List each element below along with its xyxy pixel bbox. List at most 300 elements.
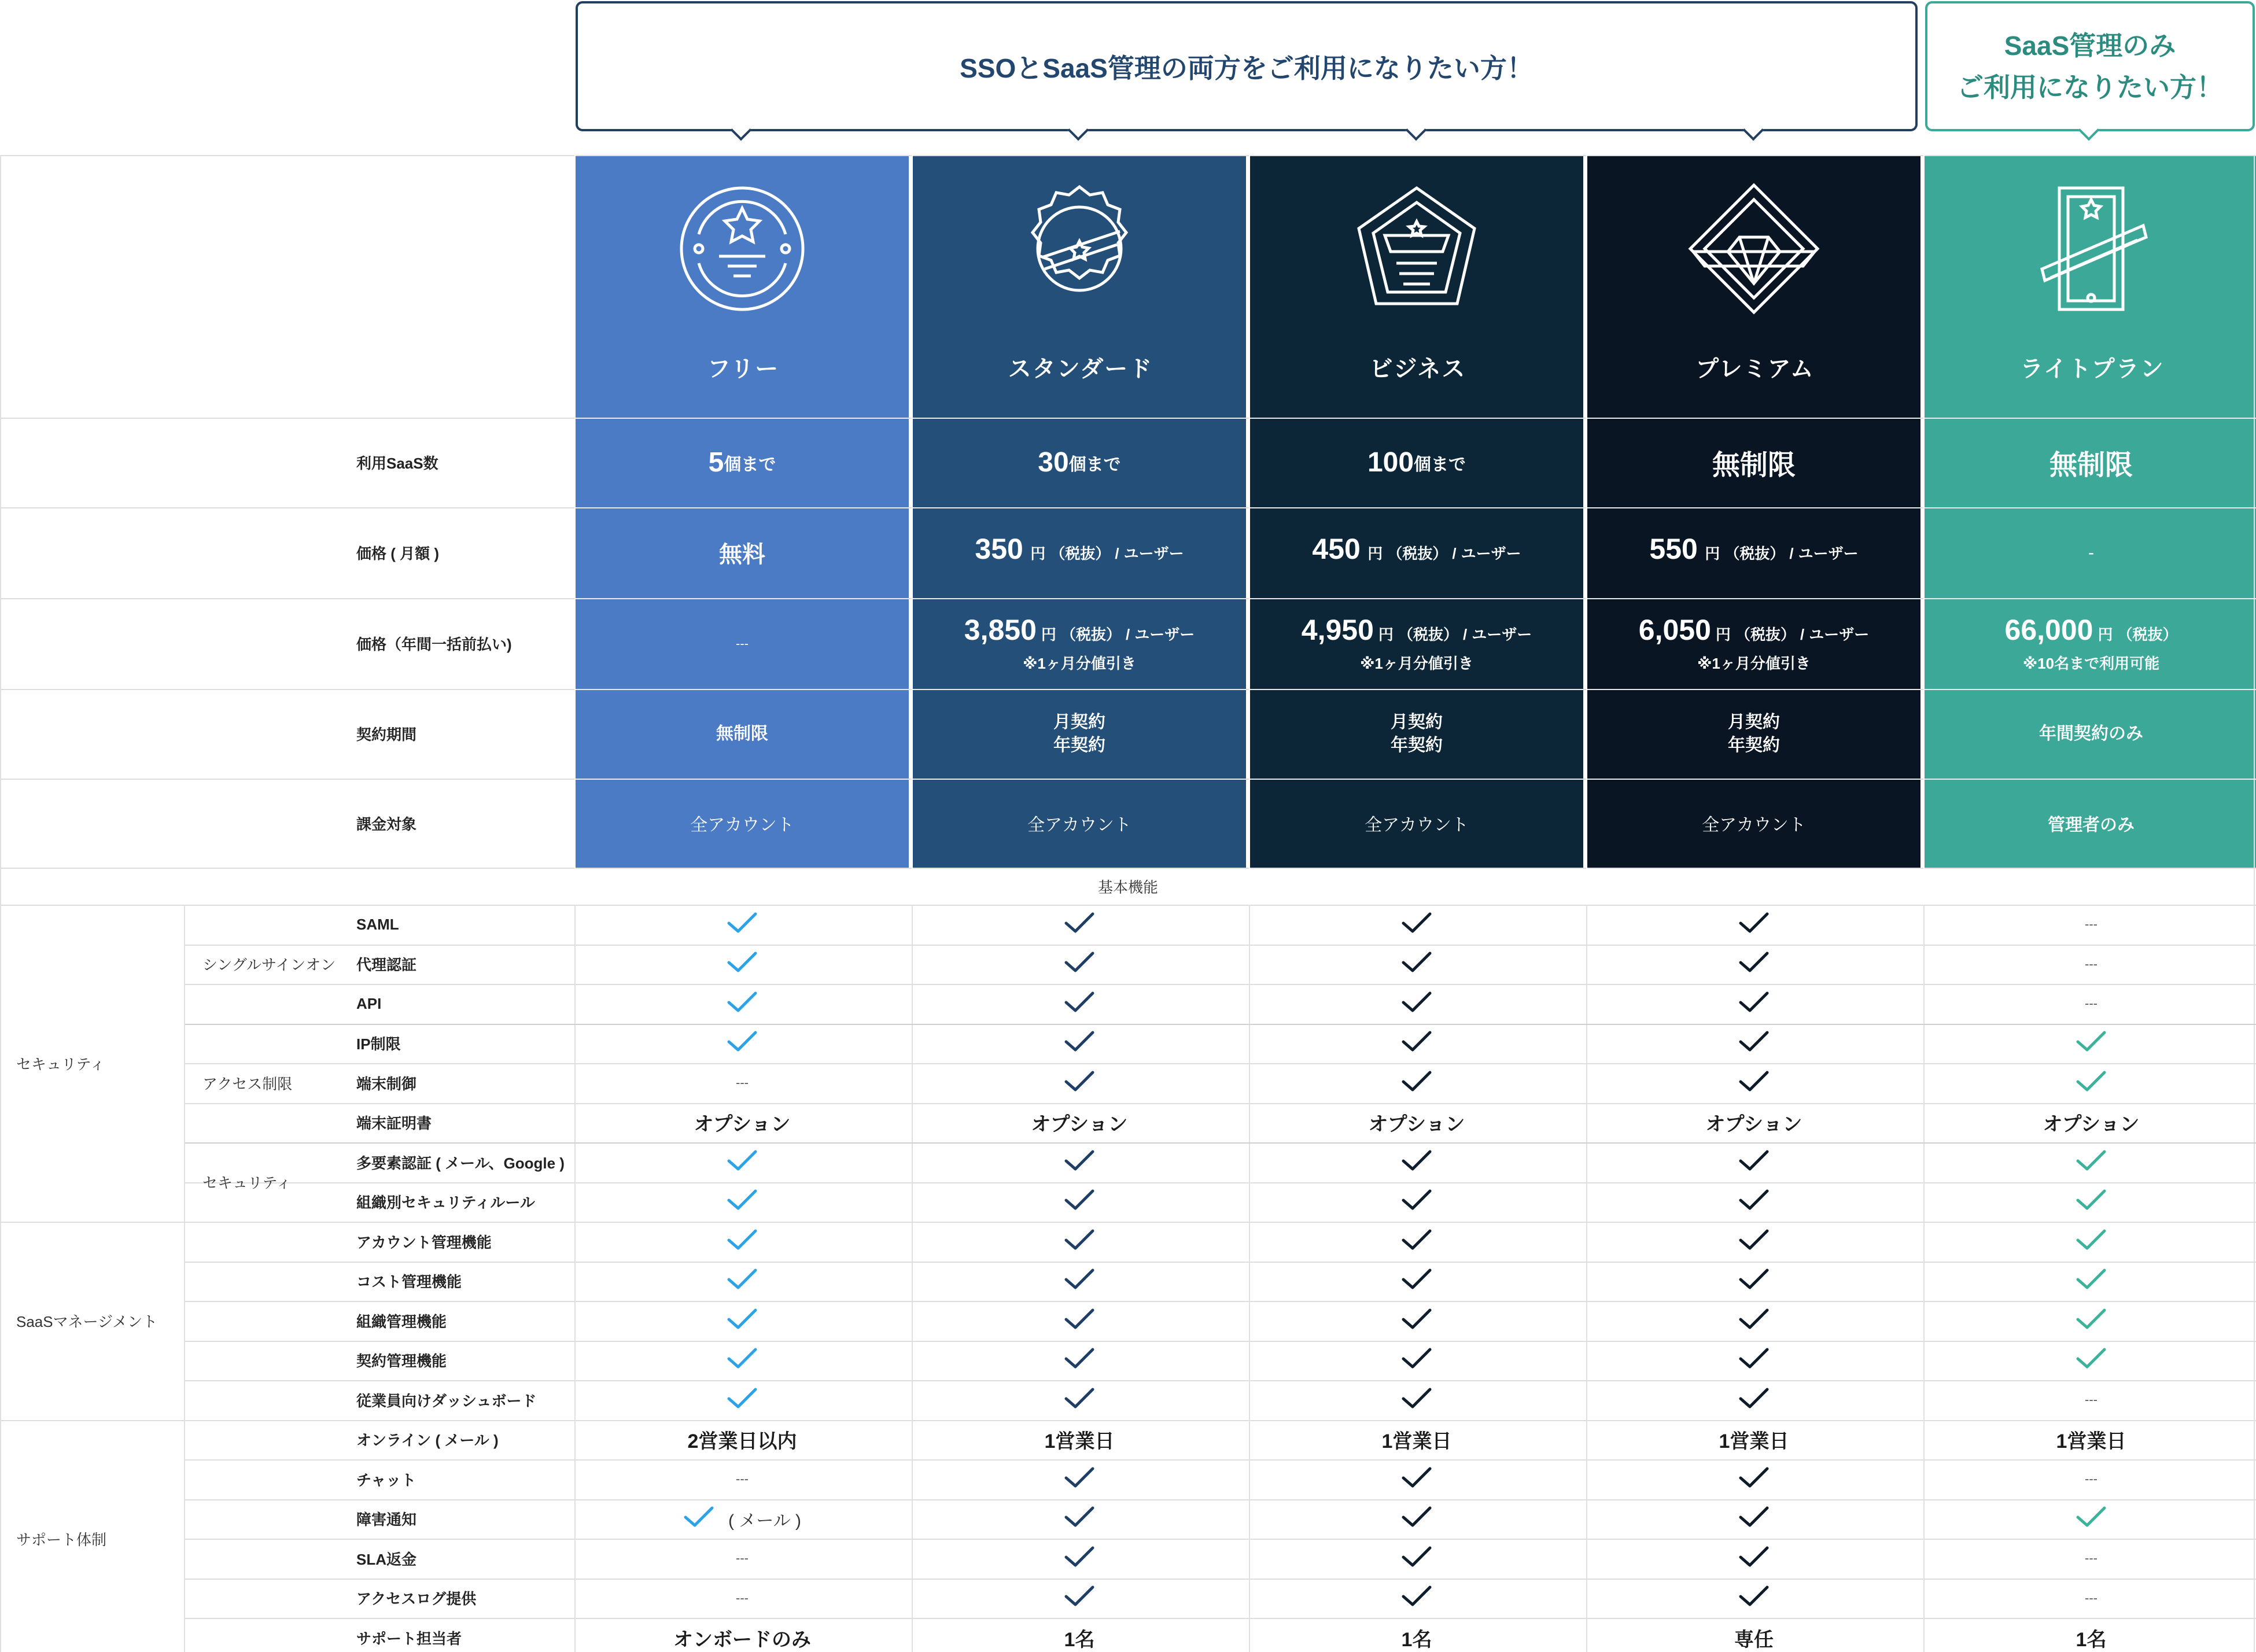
price-unit: （税抜） — [1387, 545, 1448, 562]
check-icon — [1401, 1347, 1432, 1373]
not-available: --- — [2085, 1590, 2098, 1605]
price-unit: ユーザー — [1472, 626, 1532, 643]
check-icon — [1738, 1466, 1770, 1492]
check-icon — [683, 1506, 714, 1532]
feature-cell — [1587, 1142, 1920, 1182]
billing-target-value: 全アカウント — [1027, 816, 1131, 835]
feature-cell — [1250, 1618, 1583, 1652]
plan-name: ビジネス — [1369, 356, 1466, 382]
saas-count-unit: 個まで — [1068, 455, 1121, 474]
check-icon — [1401, 1585, 1432, 1611]
feature-cell — [1587, 1341, 1920, 1381]
annual-price-group — [1639, 614, 1869, 673]
check-icon — [1401, 1268, 1432, 1294]
feature-label: アクセスログ提供 — [356, 1590, 477, 1608]
feature-cell — [1250, 1459, 1583, 1499]
check-icon — [1401, 1070, 1432, 1096]
check-icon — [2076, 1070, 2107, 1096]
feature-cell — [1250, 1024, 1583, 1064]
subcategory-sec: セキュリティ — [202, 1174, 292, 1192]
billing-target-value: 全アカウント — [690, 816, 794, 835]
feature-value: 2営業日以内 — [687, 1430, 797, 1453]
check-icon — [727, 1149, 758, 1175]
monthly-price-value: 無料 — [719, 542, 765, 567]
feature-value: 1名 — [1401, 1628, 1432, 1651]
check-icon — [1738, 1347, 1770, 1373]
feature-cell — [1925, 1222, 2256, 1262]
check-icon — [1401, 1149, 1432, 1175]
check-icon — [727, 951, 758, 977]
feature-cell — [913, 945, 1246, 984]
feature-cell — [913, 1182, 1246, 1222]
feature-cell — [576, 905, 909, 945]
check-icon — [2076, 1347, 2107, 1373]
feature-cell — [913, 1142, 1246, 1182]
check-icon — [1064, 1387, 1095, 1413]
feature-cell — [576, 1341, 909, 1381]
price-unit: 円 — [1715, 626, 1731, 643]
price-unit: （税抜） — [1735, 626, 1796, 643]
feature-cell — [1250, 905, 1583, 945]
row-label-billing: 課金対象 — [356, 815, 417, 833]
contract-term-group — [1728, 711, 1780, 757]
feature-cell — [1925, 1579, 2256, 1618]
price-unit: / — [1115, 545, 1119, 562]
billing-target — [1925, 779, 2256, 868]
feature-cell — [576, 1063, 909, 1103]
not-available: --- — [736, 1075, 749, 1090]
feature-cell — [1587, 1182, 1920, 1222]
saas-count-value: 100 — [1367, 447, 1414, 478]
feature-label: チャット — [356, 1471, 416, 1489]
feature-cell — [576, 1380, 909, 1420]
check-icon — [1064, 1308, 1095, 1334]
feature-cell — [1587, 1618, 1920, 1652]
price-unit: / — [1462, 626, 1468, 643]
price-unit: （税抜） — [1398, 626, 1458, 643]
category-column-divider — [184, 905, 185, 1652]
feature-value: オプション — [1705, 1113, 1802, 1136]
check-icon — [1738, 1387, 1770, 1413]
feature-cell — [1250, 1103, 1583, 1143]
price-unit: / — [1125, 626, 1130, 643]
billing-target-value: 管理者のみ — [2048, 816, 2135, 835]
monthly-price-group — [1312, 533, 1521, 573]
price-unit: ユーザー — [1461, 545, 1521, 562]
price-unit: （税抜） — [1050, 545, 1111, 562]
notify-note: ( メール ) — [728, 1511, 802, 1531]
annual-price-group — [1302, 614, 1532, 673]
price-unit: 円 — [1705, 545, 1720, 562]
feature-cell — [1925, 1024, 2256, 1064]
check-icon — [1401, 1189, 1432, 1215]
check-icon — [2076, 1149, 2107, 1175]
feature-cell — [576, 1459, 909, 1499]
check-icon — [1401, 1506, 1432, 1532]
price-number: 6,050 — [1638, 614, 1711, 646]
feature-cell — [1250, 1499, 1583, 1539]
contract-term — [1925, 689, 2256, 779]
check-icon — [1738, 1308, 1770, 1334]
check-icon — [1738, 912, 1770, 938]
feature-cell — [1587, 1380, 1920, 1420]
check-icon — [1401, 1546, 1432, 1572]
check-icon — [1064, 951, 1095, 977]
feature-cell — [576, 1142, 909, 1182]
check-icon — [1064, 912, 1095, 938]
feature-cell — [1250, 984, 1583, 1024]
price-unit: 円 — [1378, 626, 1394, 643]
feature-cell — [1587, 1539, 1920, 1579]
monthly-price — [576, 507, 909, 598]
not-available: --- — [2085, 1472, 2098, 1487]
feature-cell — [1925, 1341, 2256, 1381]
price-unit: 円 — [1367, 545, 1383, 562]
feature-value: 1名 — [1064, 1628, 1095, 1651]
price-unit: / — [1789, 545, 1794, 562]
feature-label: SLA返金 — [356, 1550, 417, 1568]
feature-cell — [576, 1024, 909, 1064]
feature-cell — [576, 1539, 909, 1579]
feature-value: 1営業日 — [1044, 1430, 1115, 1453]
row-label-term: 契約期間 — [356, 726, 417, 743]
check-icon — [1401, 1030, 1432, 1056]
check-icon — [1401, 1229, 1432, 1255]
contract-term — [576, 689, 909, 779]
billing-target — [913, 779, 1246, 868]
feature-cell — [1925, 945, 2256, 984]
feature-label: コスト管理機能 — [356, 1273, 462, 1291]
feature-cell — [1250, 1262, 1583, 1301]
section-title: 基本機能 — [1097, 878, 1158, 896]
feature-label: IP制限 — [356, 1035, 401, 1053]
feature-value: 1営業日 — [2056, 1430, 2126, 1453]
feature-cell — [1587, 1024, 1920, 1064]
feature-cell — [1925, 1063, 2256, 1103]
feature-cell — [1925, 1380, 2256, 1420]
feature-cell — [1587, 1459, 1920, 1499]
feature-cell — [1587, 1262, 1920, 1301]
category-support: サポート体制 — [16, 1531, 107, 1548]
not-available: --- — [2085, 1392, 2098, 1407]
row-label-annual: 価格（年間一括前払い) — [356, 636, 512, 653]
check-icon — [1738, 1268, 1770, 1294]
contract-term-annual: 年契約 — [1391, 735, 1443, 755]
annual-price — [1587, 598, 1920, 689]
feature-cell — [913, 1420, 1246, 1460]
check-icon — [1738, 1030, 1770, 1056]
feature-label: アカウント管理機能 — [356, 1233, 492, 1251]
feature-cell — [1587, 1063, 1920, 1103]
feature-cell — [1250, 1222, 1583, 1262]
feature-label: サポート担当者 — [356, 1629, 462, 1647]
price-unit: ユーザー — [1809, 626, 1870, 643]
check-icon — [2076, 1268, 2107, 1294]
check-icon — [727, 1387, 758, 1413]
feature-label: 従業員向けダッシュボード — [356, 1392, 537, 1410]
lite-badge-icon — [2025, 182, 2158, 315]
feature-cell — [913, 1063, 1246, 1103]
check-icon — [727, 1308, 758, 1334]
not-available: --- — [736, 1472, 749, 1487]
annual-price-group — [2005, 614, 2178, 673]
row-divider — [0, 155, 2256, 156]
check-icon — [1064, 1585, 1095, 1611]
category-saas_mgmt: SaaSマネージメント — [16, 1312, 158, 1330]
contract-term-value: 無制限 — [716, 724, 768, 743]
saas-count — [576, 418, 909, 507]
price-unit: （税抜） — [1060, 626, 1121, 643]
check-icon — [727, 1347, 758, 1373]
feature-label: 代理認証 — [356, 956, 417, 974]
check-icon — [2076, 1030, 2107, 1056]
check-icon — [1064, 1546, 1095, 1572]
feature-value: 1営業日 — [1381, 1430, 1452, 1453]
check-icon — [1064, 991, 1095, 1017]
check-icon — [1738, 951, 1770, 977]
feature-cell — [576, 1182, 909, 1222]
feature-cell — [1925, 1103, 2256, 1143]
price-number: 450 — [1312, 533, 1361, 565]
feature-cell — [1250, 1420, 1583, 1460]
feature-cell — [1587, 1499, 1920, 1539]
row-label-saas: 利用SaaS数 — [356, 455, 438, 472]
plan-name: フリー — [707, 356, 780, 382]
feature-cell — [1587, 1222, 1920, 1262]
feature-cell — [1587, 1103, 1920, 1143]
contract-term-value: 年間契約のみ — [2039, 724, 2143, 743]
contract-term-annual: 年契約 — [1053, 735, 1105, 755]
callout-sso-saas: SSOとSaaS管理の両方をご利用になりたい方！ — [576, 1, 1918, 131]
feature-cell — [913, 984, 1246, 1024]
plan-name: プレミアム — [1695, 356, 1815, 382]
check-icon — [1064, 1347, 1095, 1373]
price-number: 350 — [975, 533, 1023, 565]
feature-label: 組織管理機能 — [356, 1312, 447, 1330]
check-icon — [1401, 912, 1432, 938]
feature-cell — [1925, 1142, 2256, 1182]
saas-count-value: 5 — [708, 447, 724, 478]
billing-target — [1250, 779, 1583, 868]
not-available: --- — [2085, 996, 2098, 1011]
feature-cell — [913, 1024, 1246, 1064]
contract-term-monthly: 月契約 — [1391, 712, 1443, 732]
feature-cell — [576, 1579, 909, 1618]
feature-cell — [576, 1618, 909, 1652]
monthly-price — [913, 507, 1246, 598]
feature-cell — [913, 1618, 1246, 1652]
saas-count-value: 無制限 — [2049, 450, 2133, 481]
feature-label: API — [356, 994, 382, 1012]
annual-note: ※1ヶ月分値引き — [1697, 655, 1811, 672]
feature-cell — [1250, 945, 1583, 984]
check-icon — [1401, 1466, 1432, 1492]
price-unit: 円 — [2098, 626, 2113, 643]
price-unit: 円 — [1030, 545, 1046, 562]
feature-cell — [913, 905, 1246, 945]
feature-cell — [1587, 1420, 1920, 1460]
feature-cell — [1250, 1142, 1583, 1182]
feature-cell — [576, 1262, 909, 1301]
feature-value: オプション — [1368, 1113, 1465, 1136]
price-number: 4,950 — [1301, 614, 1374, 646]
price-number: 3,850 — [964, 614, 1037, 646]
annual-note: ※10名まで利用可能 — [2022, 655, 2160, 672]
feature-cell — [1587, 1579, 1920, 1618]
contract-term-group — [1053, 711, 1105, 757]
saas-count — [1925, 418, 2256, 507]
feature-label: 多要素認証 ( メール、Google ) — [356, 1154, 565, 1172]
check-icon — [2076, 1506, 2107, 1532]
price-unit: ユーザー — [1134, 626, 1195, 643]
feature-label: 障害通知 — [356, 1511, 417, 1529]
check-icon — [1064, 1229, 1095, 1255]
not-available: --- — [2085, 956, 2098, 971]
free-badge-icon — [676, 182, 809, 315]
feature-cell — [913, 1262, 1246, 1301]
monthly-price-value: - — [2088, 543, 2094, 562]
feature-value: 専任 — [1734, 1628, 1774, 1651]
contract-term-monthly: 月契約 — [1728, 712, 1780, 732]
feature-cell — [1925, 1618, 2256, 1652]
feature-label: 端末証明書 — [356, 1115, 432, 1133]
price-unit: （税抜） — [1724, 545, 1785, 562]
billing-target-value: 全アカウント — [1702, 816, 1806, 835]
check-icon — [727, 912, 758, 938]
check-icon — [1064, 1189, 1095, 1215]
annual-price — [913, 598, 1246, 689]
price-number: 550 — [1649, 533, 1698, 565]
annual-price — [576, 598, 909, 689]
feature-cell — [1925, 1182, 2256, 1222]
feature-cell — [913, 1499, 1246, 1539]
feature-cell — [1250, 1539, 1583, 1579]
not-available: --- — [736, 1590, 749, 1605]
feature-cell — [1587, 905, 1920, 945]
feature-label: 契約管理機能 — [356, 1352, 447, 1370]
plan-name: ライトプラン — [2020, 356, 2165, 382]
contract-term-monthly: 月契約 — [1053, 712, 1105, 732]
check-icon — [1738, 991, 1770, 1017]
feature-cell — [913, 1103, 1246, 1143]
check-icon — [727, 1030, 758, 1056]
check-icon — [1738, 1546, 1770, 1572]
check-icon — [1064, 1466, 1095, 1492]
feature-cell — [913, 1539, 1246, 1579]
check-icon — [2076, 1308, 2107, 1334]
feature-value: 1名 — [2076, 1628, 2107, 1651]
contract-term — [913, 689, 1246, 779]
contract-term — [1587, 689, 1920, 779]
feature-cell — [1587, 1301, 1920, 1341]
monthly-price-group — [1649, 533, 1858, 573]
feature-cell — [1925, 1301, 2256, 1341]
check-icon — [1064, 1268, 1095, 1294]
feature-cell — [576, 1301, 909, 1341]
billing-target-value: 全アカウント — [1365, 816, 1469, 835]
standard-badge-icon — [1013, 182, 1146, 315]
plan-name: スタンダード — [1008, 356, 1153, 382]
feature-cell — [1250, 1380, 1583, 1420]
feature-cell — [576, 1222, 909, 1262]
monthly-price — [1587, 507, 1920, 598]
check-icon — [1738, 1189, 1770, 1215]
check-icon — [1738, 1585, 1770, 1611]
row-label-monthly: 価格 ( 月額 ) — [356, 545, 439, 562]
category-security: セキュリティ — [16, 1055, 105, 1073]
feature-cell — [1587, 945, 1920, 984]
feature-cell — [1250, 1579, 1583, 1618]
feature-value: オンボードのみ — [673, 1628, 811, 1651]
feature-cell — [576, 1499, 909, 1539]
saas-count-value: 無制限 — [1712, 450, 1796, 481]
feature-cell — [1925, 1262, 2256, 1301]
annual-price-group — [964, 614, 1195, 673]
feature-label: SAML — [356, 915, 399, 933]
check-icon — [2076, 1189, 2107, 1215]
feature-cell — [1250, 1063, 1583, 1103]
price-unit: （税抜） — [2117, 626, 2178, 643]
check-icon — [727, 991, 758, 1017]
feature-label: オンライン ( メール ) — [356, 1432, 499, 1450]
price-unit: 円 — [1041, 626, 1056, 643]
feature-cell — [1250, 1341, 1583, 1381]
contract-term-annual: 年契約 — [1728, 735, 1780, 755]
feature-cell — [1587, 984, 1920, 1024]
check-icon — [1401, 1308, 1432, 1334]
check-icon — [1401, 951, 1432, 977]
feature-value: オプション — [694, 1113, 791, 1136]
feature-label: 端末制御 — [356, 1075, 417, 1093]
not-available: --- — [2085, 1551, 2098, 1566]
feature-cell — [913, 1301, 1246, 1341]
annual-price-value: --- — [736, 636, 749, 651]
saas-count-unit: 個まで — [724, 455, 776, 474]
check-icon — [2076, 1229, 2107, 1255]
check-icon — [1064, 1070, 1095, 1096]
subcategory-sso: シングルサインオン — [202, 956, 336, 974]
feature-cell — [913, 1459, 1246, 1499]
billing-target — [576, 779, 909, 868]
monthly-price — [1250, 507, 1583, 598]
feature-cell — [1925, 1459, 2256, 1499]
feature-cell — [1925, 1420, 2256, 1460]
feature-cell — [1925, 1539, 2256, 1579]
feature-cell — [913, 1579, 1246, 1618]
check-icon — [1738, 1070, 1770, 1096]
check-icon — [1401, 1387, 1432, 1413]
premium-badge-icon — [1687, 182, 1820, 315]
check-icon — [1738, 1229, 1770, 1255]
annual-note: ※1ヶ月分値引き — [1023, 655, 1136, 672]
feature-cell — [1250, 1182, 1583, 1222]
feature-cell — [913, 1380, 1246, 1420]
price-unit: ユーザー — [1123, 545, 1184, 562]
not-available: --- — [2085, 917, 2098, 932]
callout-saas-only: SaaS管理のみ ご利用になりたい方！ — [1925, 1, 2255, 131]
saas-count-unit: 個まで — [1414, 455, 1466, 474]
business-badge-icon — [1350, 182, 1483, 315]
price-unit: / — [1800, 626, 1805, 643]
billing-target — [1587, 779, 1920, 868]
price-unit: ユーザー — [1798, 545, 1859, 562]
contract-term — [1250, 689, 1583, 779]
annual-price — [1925, 598, 2256, 689]
contract-term-group — [1391, 711, 1443, 757]
check-icon — [1064, 1030, 1095, 1056]
check-icon — [727, 1189, 758, 1215]
feature-cell — [576, 1420, 909, 1460]
